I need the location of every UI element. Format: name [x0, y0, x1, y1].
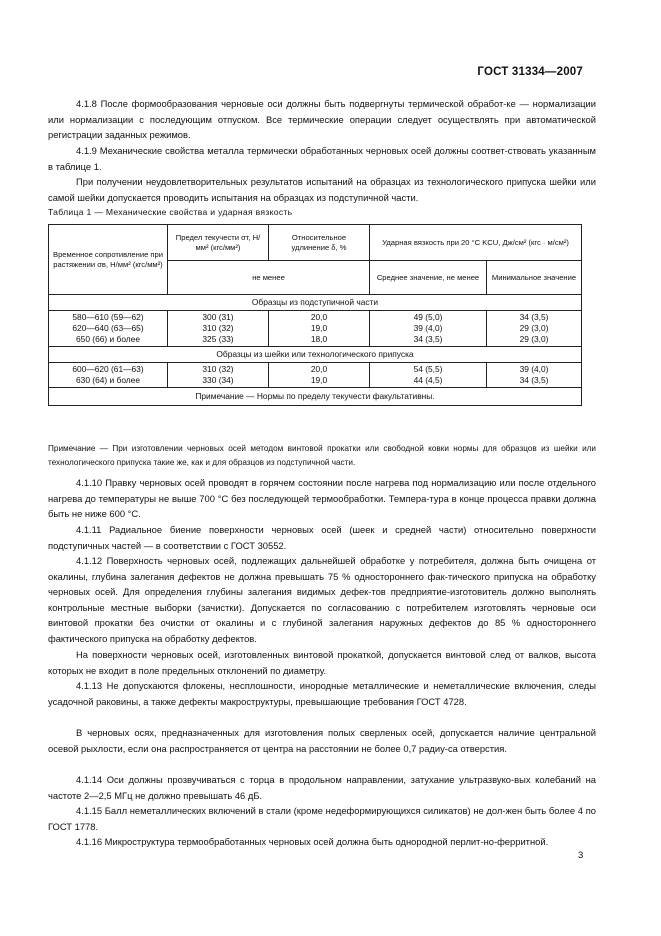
table-cell: 44 (4,5): [413, 375, 443, 385]
header-not-less: не менее: [168, 261, 370, 295]
table-cell: 310 (32): [202, 323, 234, 333]
paragraph-4-1-8: 4.1.8 После формообразования черновые оси должны быть подвергнуты термической обработ-ке — нормализации или нормализации с последующим отпуском. Все термические операции следует осуществлять при автоматической регистрации заданных режимов.: [48, 98, 596, 141]
table-cell: 600—620 (61—63): [72, 364, 144, 374]
table-row-group: [49, 363, 582, 388]
table-cell: 34 (3,5): [413, 334, 443, 344]
paragraph-4-1-11: 4.1.11 Радиальное биение поверхности черновых осей (шеек и средней части) относительно поверхности подступичных частей — в соответствии с ГОСТ 30552.: [48, 524, 596, 551]
table-cell: 300 (31): [202, 312, 234, 322]
paragraph-retest: При получении неудовлетворительных результатов испытаний на образцах из технологического припуска шейки или самой шейки допускается проводить испытания на образцах из подступичной части.: [48, 176, 596, 203]
paragraph-4-1-13: 4.1.13 Не допускаются флокены, несплошности, инородные металлические и неметаллические включения, следы усадочной раковины, а также дефекты макроструктуры, превышающие требования ГОСТ 4728.: [48, 680, 596, 707]
table-cell: 630 (64) и более: [76, 375, 140, 385]
mechanical-properties-table: [48, 224, 582, 406]
paragraph-hollow-axles: В черновых осях, предназначенных для изготовления полых сверленых осей, допускается наличие центральной осевой рыхлости, если она распространяется от центра на расстоянии не более 0,7 радиу-са отверстия.: [48, 727, 596, 754]
header-min-value: Минимальное значение: [487, 261, 582, 295]
paragraph-4-1-15: 4.1.15 Балл неметаллических включений в стали (кроме недеформирующихся силикатов) не дол-жен быть более 4 по ГОСТ 1778.: [48, 805, 596, 832]
group-title-subhub: Образцы из подступичной части: [49, 295, 582, 311]
table-cell: 39 (4,0): [413, 323, 443, 333]
document-header: ГОСТ 31334—2007: [477, 66, 583, 78]
table-cell: 34 (3,5): [519, 375, 549, 385]
paragraph-4-1-12: 4.1.12 Поверхность черновых осей, подлежащих дальнейшей обработке у потребителя, должна быть очищена от окалины, глубина залегания дефектов не должна превышать 75 % одностороннего фак-тического припуска на обработку черновых осей. Для определения глубины залегания видимых дефек-тов предприятие-изготовитель должно выполнять контрольные местные выборки (зачистки). Допускается по согласованию с потребителем изготовлять черновые оси винтовой прокатки без очистки от окалины и с глубиной залегания наружных дефектов до 85 % одностороннего фактического припуска на обработку дефектов.: [48, 555, 596, 644]
table-cell: 49 (5,0): [413, 312, 443, 322]
paragraph-screw-trace: На поверхности черновых осей, изготовленных винтовой прокаткой, допускается винтовой след от валков, высота которых не входит в поле предельных отклонений по диаметру.: [48, 649, 596, 676]
table-cell: 650 (66) и более: [76, 334, 140, 344]
header-tensile-strength: Временное сопротивление при растяжении σв, Н/мм² (кгс/мм²): [49, 225, 168, 295]
header-yield-strength: Предел текучести σт, Н/мм² (кгс/мм²): [168, 225, 269, 261]
table-cell: 620—640 (63—65): [72, 323, 144, 333]
table-cell: 29 (3,0): [519, 334, 549, 344]
table-cell: 18,0: [310, 334, 328, 344]
table-cell: 19,0: [310, 323, 328, 333]
table-caption: Таблица 1 — Механические свойства и ударная вязкость: [48, 207, 293, 217]
table-cell: 19,0: [310, 375, 328, 385]
paragraph-4-1-9: 4.1.9 Механические свойства металла термически обработанных черновых осей должны соответ-ствовать указанным в таблице 1.: [48, 145, 596, 172]
table-cell: 20,0: [310, 364, 328, 374]
header-mean-value: Среднее значение, не менее: [370, 261, 487, 295]
table-footnote: Примечание — Нормы по пределу текучести факультативны.: [49, 388, 582, 406]
table-cell: 39 (4,0): [519, 364, 549, 374]
table-cell: 325 (33): [202, 334, 234, 344]
table-cell: 29 (3,0): [519, 323, 549, 333]
table-cell: 54 (5,5): [413, 364, 443, 374]
table-cell: 20,0: [310, 312, 328, 322]
table-cell: 330 (34): [202, 375, 234, 385]
table-cell: 310 (32): [202, 364, 234, 374]
paragraph-4-1-14: 4.1.14 Оси должны прозвучиваться с торца в продольном направлении, затухание ультразвуко-вых колебаний на частоте 2—2,5 МГц не должно превышать 46 дБ.: [48, 774, 596, 801]
table-cell: 580—610 (59—62): [72, 312, 144, 322]
group-title-journal: Образцы из шейки или технологического припуска: [49, 347, 582, 363]
note-paragraph: Примечание — При изготовлении черновых осей методом винтовой прокатки или свободной ковки нормы для образцов из шейки или технологического припуска такие же, как и для образцов из подступичной части.: [48, 444, 596, 467]
page-number: 3: [578, 850, 584, 861]
table-cell: 34 (3,5): [519, 312, 549, 322]
paragraph-4-1-10: 4.1.10 Правку черновых осей проводят в горячем состоянии после нагрева под нормализацию или после отдельного нагрева до температуры не выше 700 °С без последующей термообработки. Темпера-тура в конце процесса правки должна быть не ниже 600 °С.: [48, 477, 596, 520]
header-impact-toughness: Ударная вязкость при 20 °С KCU, Дж/см² (кгс · м/см²): [370, 225, 582, 261]
table-row-group: [49, 311, 582, 347]
paragraph-4-1-16: 4.1.16 Микроструктура термообработанных черновых осей должна быть однородной перлит-но-ферритной.: [76, 836, 549, 847]
header-elongation: Относительное удлинение δ, %: [269, 225, 370, 261]
